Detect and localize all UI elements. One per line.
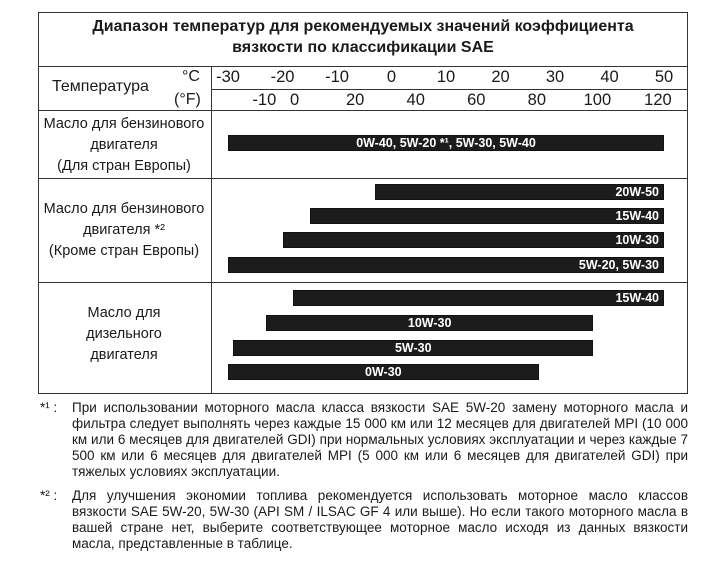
viscosity-bar: 5W-20, 5W-30 bbox=[228, 257, 664, 273]
viscosity-bar: 15W-40 bbox=[310, 208, 664, 224]
section-label-gasoline-europe bbox=[38, 114, 210, 177]
fahrenheit-tick: -10 bbox=[252, 91, 277, 109]
viscosity-bar: 10W-30 bbox=[283, 232, 665, 248]
celsius-tick: -10 bbox=[325, 68, 349, 86]
fahrenheit-tick: 40 bbox=[406, 91, 425, 109]
temperature-label: Температура bbox=[52, 78, 149, 95]
viscosity-bar: 20W-50 bbox=[375, 184, 664, 200]
footnote-1-text: При использовании моторного масла класса вязкости SAE 5W-20 замену моторного масла и фильтра следует выполнять через каждые 15 000 км или 12 месяцев для двигателей MPI (10 000 км или 6 месяцев для двигателей GDI) при нормальных условиях эксплуатации и через каждые 7 500 км или 6 месяцев для двигателей MPI (5 000 км или 6 месяцев для двигателей GDI) при тяжелых условиях эксплуатации. bbox=[72, 400, 688, 479]
title-line-2: вязкости по классификации SAE bbox=[232, 39, 494, 56]
fahrenheit-unit: (°F) bbox=[174, 91, 201, 108]
section-label-gasoline-non-europe bbox=[38, 199, 210, 262]
celsius-tick: -20 bbox=[270, 68, 295, 86]
title-line-1: Диапазон температур для рекомендуемых значений коэффициента bbox=[92, 18, 634, 35]
footnote-1-mark: *¹ : bbox=[40, 400, 58, 415]
viscosity-bar: 10W-30 bbox=[266, 315, 593, 331]
section-label-line: Масло для бензинового bbox=[43, 116, 205, 132]
section-label-line: Масло для bbox=[87, 305, 161, 321]
celsius-tick: 30 bbox=[545, 68, 565, 86]
celsius-tick: 0 bbox=[386, 68, 397, 86]
footnote-1 bbox=[40, 400, 690, 482]
section-label-line: дизельного bbox=[86, 326, 162, 342]
viscosity-bar: 0W-30 bbox=[228, 364, 539, 380]
section-label-line: (Для стран Европы) bbox=[57, 158, 191, 174]
fahrenheit-tick: 120 bbox=[644, 91, 672, 109]
footnote-2 bbox=[40, 488, 690, 558]
celsius-tick: 40 bbox=[600, 68, 619, 86]
fahrenheit-tick: 100 bbox=[583, 91, 612, 109]
section-label-line: Масло для бензинового bbox=[43, 201, 205, 217]
celsius-tick: 20 bbox=[491, 68, 510, 86]
title-divider bbox=[38, 66, 688, 67]
section-label-line: двигателя bbox=[90, 347, 158, 363]
viscosity-bar: 5W-30 bbox=[233, 340, 593, 356]
celsius-tick: 10 bbox=[436, 68, 456, 86]
scale-divider bbox=[211, 89, 688, 90]
fahrenheit-tick: 0 bbox=[290, 91, 300, 109]
viscosity-bar: 0W-40, 5W-20 *¹, 5W-30, 5W-40 bbox=[228, 135, 664, 151]
celsius-tick: 50 bbox=[654, 68, 674, 86]
section-label-line: двигателя bbox=[90, 137, 158, 153]
label-column-divider bbox=[211, 66, 212, 394]
header-divider bbox=[38, 110, 688, 111]
section-label-diesel bbox=[38, 303, 210, 366]
section-divider-1 bbox=[38, 178, 688, 179]
footnote-2-mark: *² : bbox=[40, 488, 58, 503]
celsius-unit: °C bbox=[182, 68, 200, 85]
fahrenheit-tick: 80 bbox=[527, 91, 547, 109]
celsius-tick: -30 bbox=[216, 68, 240, 86]
table-title bbox=[40, 16, 686, 58]
footnotes bbox=[40, 400, 690, 560]
section-divider-2 bbox=[38, 282, 688, 283]
fahrenheit-tick: 20 bbox=[345, 91, 365, 109]
footnote-2-text: Для улучшения экономии топлива рекомендуется использовать моторное масло классов вязкости SAE 5W-20, 5W-30 (API SM / ILSAC GF 4 или выше). Но если такого моторного масла в вашей стране нет, выберите соответствующее моторное масло исходя из данных вязкости масла, представленные в таблице. bbox=[72, 488, 688, 551]
section-label-line: двигателя *² bbox=[83, 222, 165, 238]
fahrenheit-tick: 60 bbox=[467, 91, 486, 109]
section-label-line: (Кроме стран Европы) bbox=[48, 243, 200, 259]
viscosity-bar: 15W-40 bbox=[293, 290, 664, 306]
